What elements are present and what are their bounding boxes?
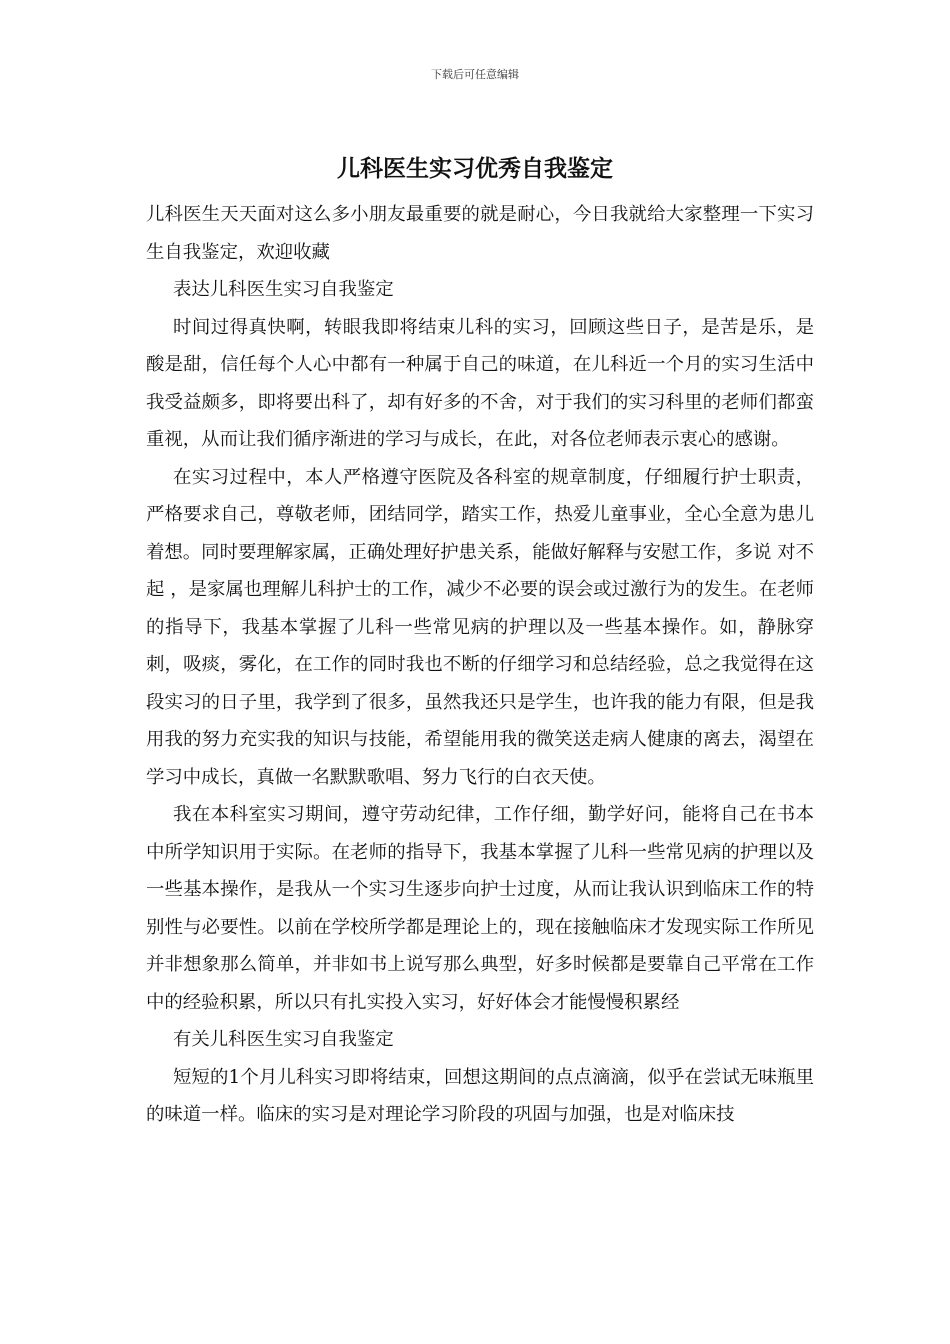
paragraph: 我在本科室实习期间，遵守劳动纪律，工作仔细，勤学好问，能将自己在书本中所学知识用于实际。在老师的指导下，我基本掌握了儿科一些常见病的护理以及一些基本操作，是我从一个实习生逐步向护士过度，从而让我认识到临床工作的特别性与必要性。以前在学校所学都是理论上的，现在接触临床才发现实际工作所见并非想象那么简单，并非如书上说写那么典型，好多时候都是要靠自己平常在工作中的经验积累，所以只有扎实投入实习，好好体会才能慢慢积累经 xyxy=(146,804,814,1013)
section-heading: 有关儿科医生实习自我鉴定 xyxy=(173,1029,394,1050)
paragraph: 在实习过程中，本人严格遵守医院及各科室的规章制度，仔细履行护士职责，严格要求自己，尊敬老师，团结同学，踏实工作，热爱儿童事业，全心全意为患儿着想。同时要理解家属，正确处理好护患关系，能做好解释与安慰工作，多说 对不起 ，是家属也理解儿科护士的工作，减少不必要的误会或过激行为的发生。在老师的指导下，我基本掌握了儿科一些常见病的护理以及一些基本操作。如，静脉穿刺，吸痰，雾化，在工作的同时我也不断的仔细学习和总结经验，总之我觉得在这段实习的日子里，我学到了很多，虽然我还只是学生，也许我的能力有限，但是我用我的努力充实我的知识与技能，希望能用我的微笑送走病人健康的离去，渴望在学习中成长，真做一名默默歌唱、努力飞行的白衣天使。 xyxy=(146,466,814,788)
document-title: 儿科医生实习优秀自我鉴定 xyxy=(337,156,613,182)
header-note: 下载后可任意编辑 xyxy=(431,68,519,81)
document-body xyxy=(146,196,814,1134)
section-heading: 表达儿科医生实习自我鉴定 xyxy=(173,279,394,300)
paragraph: 时间过得真快啊，转眼我即将结束儿科的实习，回顾这些日子，是苦是乐，是酸是甜，信任每个人心中都有一种属于自己的味道，在儿科近一个月的实习生活中我受益颇多，即将要出科了，却有好多的不舍，对于我们的实习科里的老师们都蛮重视，从而让我们循序渐进的学习与成长，在此，对各位老师表示衷心的感谢。 xyxy=(146,316,814,450)
paragraph-intro: 儿科医生天天面对这么多小朋友最重要的就是耐心，今日我就给大家整理一下实习生自我鉴定，欢迎收藏 xyxy=(146,204,814,263)
paragraph: 短短的1个月儿科实习即将结束，回想这期间的点点滴滴，似乎在尝试无味瓶里的味道一样。临床的实习是对理论学习阶段的巩固与加强，也是对临床技 xyxy=(146,1066,814,1125)
